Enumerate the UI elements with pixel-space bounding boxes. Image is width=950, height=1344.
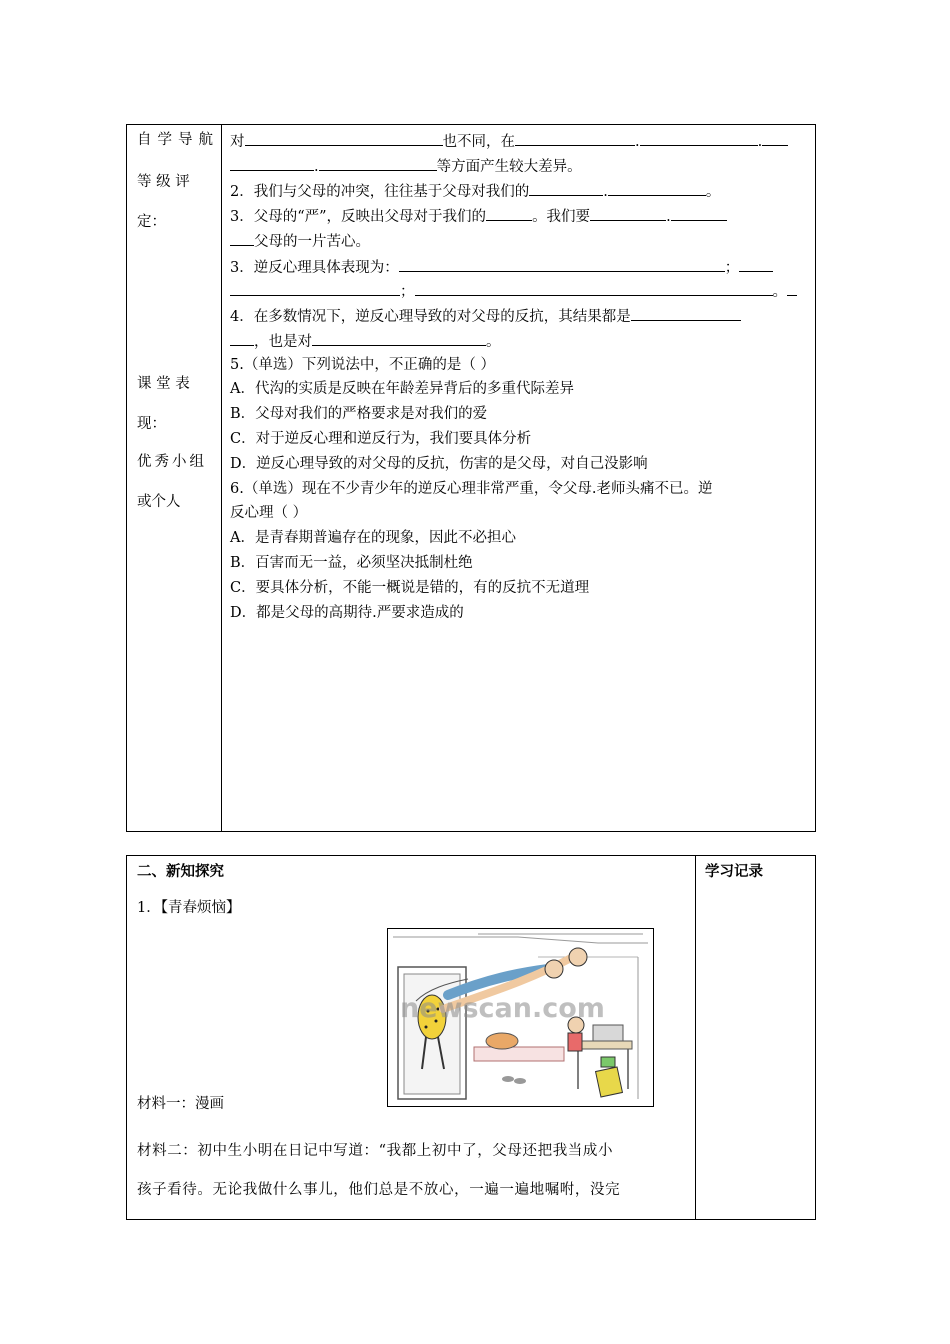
section-heading: 二、新知探究 <box>137 864 224 880</box>
blank[interactable] <box>230 330 254 346</box>
blank[interactable] <box>640 130 758 146</box>
question-5-option-b[interactable]: B．父母对我们的严格要求是对我们的爱 <box>230 406 488 422</box>
blank[interactable] <box>399 256 725 272</box>
question-3: 3．父母的“严”，反映出父母对于我们的 。我们要 . <box>230 205 727 227</box>
material-2-line-2: 孩子看待。无论我做什么事儿，他们总是不放心，一遍一遍地嘱咐，没完 <box>137 1182 621 1198</box>
left-label-4: 课 堂 表 <box>137 376 190 392</box>
fill-line-1: 对 也不同，在 . . <box>230 130 788 152</box>
question-4-cont: ，也是对 。 <box>230 330 501 352</box>
blank[interactable] <box>608 180 706 196</box>
left-label-1: 自学导航 <box>137 132 219 148</box>
left-label-3: 定： <box>137 214 166 230</box>
question-5-stem: 5.（单选）下列说法中，不正确的是（ ） <box>230 357 495 373</box>
left-label-7: 或个人 <box>137 494 181 510</box>
left-label-5: 现： <box>137 416 166 432</box>
blank[interactable] <box>230 230 254 246</box>
left-label-6: 优秀小组 <box>137 454 207 470</box>
cartoon-image <box>387 928 654 1107</box>
blank[interactable] <box>230 155 314 171</box>
cartoon-drawing <box>388 929 653 1106</box>
column-divider <box>221 125 222 831</box>
blank[interactable] <box>762 130 788 146</box>
blank[interactable] <box>631 305 741 321</box>
blank[interactable] <box>245 130 443 146</box>
study-record-heading: 学习记录 <box>705 864 763 880</box>
question-3b-cont: ； 。 <box>230 280 797 302</box>
blank[interactable] <box>787 280 797 296</box>
question-4: 4．在多数情况下，逆反心理导致的对父母的反抗，其结果都是 <box>230 305 741 327</box>
left-label-2: 等 级 评 <box>137 174 190 190</box>
question-6-option-d[interactable]: D．都是父母的高期待.严要求造成的 <box>230 605 464 621</box>
question-2: 2．我们与父母的冲突，往往基于父母对我们的 . 。 <box>230 180 720 202</box>
question-6-stem: 6.（单选）现在不少青少年的逆反心理非常严重，令父母.老师头痛不已。逆 <box>230 481 713 497</box>
column-divider <box>695 856 696 1219</box>
question-6-option-c[interactable]: C．要具体分析，不能一概说是错的，有的反抗不无道理 <box>230 580 590 596</box>
blank[interactable] <box>319 155 437 171</box>
question-3-cont: 父母的一片苦心。 <box>230 230 370 252</box>
item-1-label: 1．【青春烦恼】 <box>137 900 241 916</box>
blank[interactable] <box>312 330 486 346</box>
blank[interactable] <box>415 280 773 296</box>
question-6-stem-cont: 反心理（ ） <box>230 505 308 521</box>
fill-line-2: . 等方面产生较大差异。 <box>230 155 582 177</box>
blank[interactable] <box>590 205 666 221</box>
question-6-option-a[interactable]: A．是青春期普遍存在的现象，因此不必担心 <box>230 530 516 546</box>
question-3b: 3．逆反心理具体表现为： ； <box>230 256 773 278</box>
question-5-option-a[interactable]: A．代沟的实质是反映在年龄差异背后的多重代际差异 <box>230 381 574 397</box>
blank[interactable] <box>529 180 603 196</box>
watermark-text: newscan.com <box>400 993 605 1024</box>
blank[interactable] <box>515 130 635 146</box>
question-6-option-b[interactable]: B．百害而无一益，必须坚决抵制杜绝 <box>230 555 473 571</box>
blank[interactable] <box>671 205 727 221</box>
blank[interactable] <box>739 256 773 272</box>
blank[interactable] <box>230 280 400 296</box>
material-1: 材料一：漫画 <box>137 1096 224 1112</box>
material-2-line-1: 材料二：初中生小明在日记中写道：“我都上初中了，父母还把我当成小 <box>137 1143 614 1159</box>
blank[interactable] <box>486 205 532 221</box>
question-5-option-c[interactable]: C．对于逆反心理和逆反行为，我们要具体分析 <box>230 431 532 447</box>
question-5-option-d[interactable]: D．逆反心理导致的对父母的反抗，伤害的是父母，对自己没影响 <box>230 456 648 472</box>
